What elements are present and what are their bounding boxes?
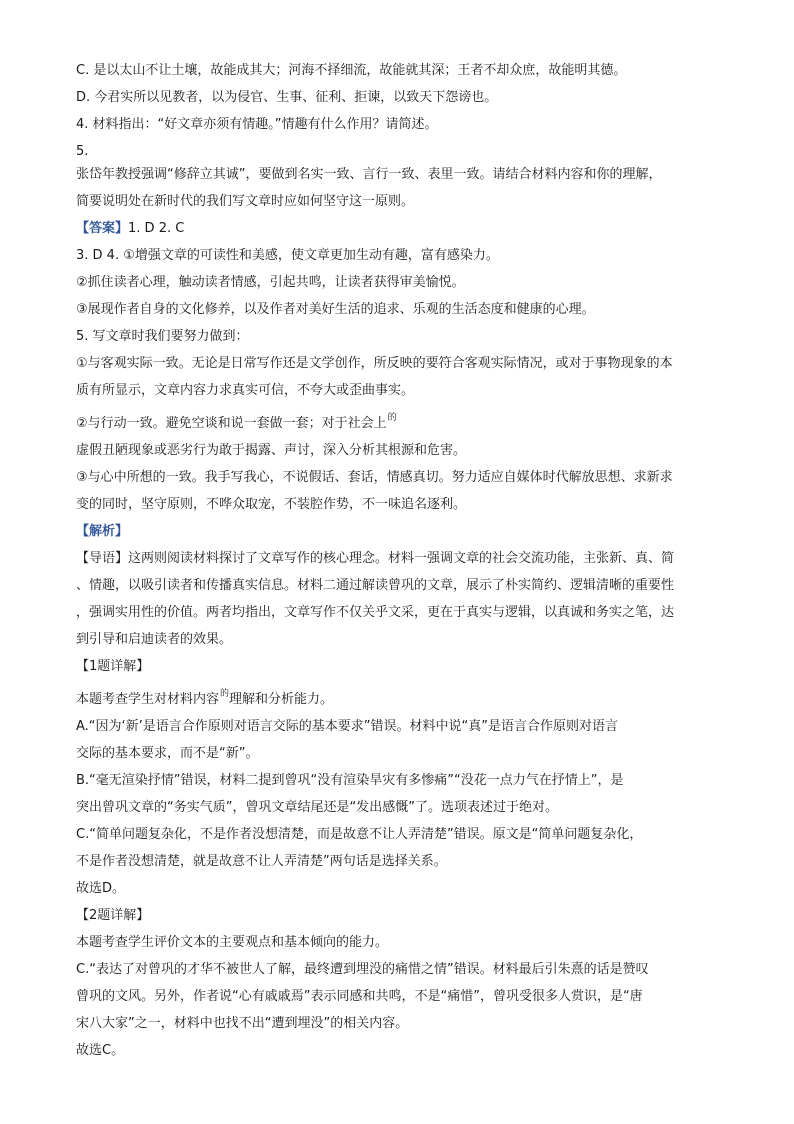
detail-1-line-1: [76, 685, 734, 709]
intro-line-2: 、情趣，以吸引读者和传播真实信息。材料二通过解读曾巩的文章，展示了朴实简约、逻辑清晰的重要性: [76, 578, 675, 593]
detail-2-heading: 【2题详解】: [76, 908, 150, 923]
answer-text: 1. D 2. C: [128, 221, 185, 236]
answer-line-10: ③与心中所想的一致。我手写我心，不说假话、套话，情感真切。努力适应自媒体时代解放思想、求新求: [76, 470, 673, 485]
detail-1-heading: 【1题详解】: [76, 659, 150, 674]
detail-2-line-1: 本题考查学生评价文本的主要观点和基本倾向的能力。: [76, 935, 389, 950]
question-5-line-1: 张岱年教授强调“修辞立其诚”，要做到名实一致、言行一致、表里一致。请结合材料内容和你的理解，: [76, 167, 662, 182]
option-d-line: D. 今君实所以见教者，以为侵官、生事、征利、拒谏，以致天下怨谤也。: [76, 90, 498, 105]
detail-2-line-4: 宋八大家”之一，材料中也找不出“遭到埋没”的相关内容。: [76, 1016, 409, 1031]
detail-1-line-1-a: 本题考查学生对材料内容: [76, 692, 220, 707]
answer-line-7: 质有所显示，文章内容力求真实可信，不夸大或歪曲事实。: [76, 383, 415, 398]
analysis-label: 【解析】: [76, 524, 129, 539]
answer-line-4: ③展现作者自身的文化修养，以及作者对美好生活的追求、乐观的生活态度和健康的心理。: [76, 302, 595, 317]
answer-line-8: [76, 409, 734, 433]
answer-line-2: 3. D 4. ①增强文章的可读性和美感，使文章更加生动有趣，富有感染力。: [76, 248, 499, 263]
answer-line-9: 虚假丑陋现象或恶劣行为敢于揭露、声讨，深入分析其根源和危害。: [76, 443, 467, 458]
detail-1-conclusion: 故选D。: [76, 881, 126, 896]
detail-1-line-2: A.“因为‘新’是语言合作原则对语言交际的基本要求”错误。材料中说“真”是语言合作原则对语言: [76, 719, 619, 734]
superscript-char: 的: [220, 689, 230, 699]
intro-line-3: ，强调实用性的价值。两者均指出，文章写作不仅关乎文采，更在于真实与逻辑，以真诚和务实之笔，达: [76, 605, 675, 620]
detail-1-line-3: 交际的基本要求，而不是“新”。: [76, 746, 259, 761]
detail-1-line-7: 不是作者没想清楚，就是故意不让人弄清楚”两句话是选择关系。: [76, 854, 447, 869]
superscript-char: 的: [387, 413, 397, 423]
answer-line-6: ①与客观实际一致。无论是日常写作还是文学创作，所反映的要符合客观实际情况，或对于事物现象的本: [76, 356, 673, 371]
question-5-line-2: 简要说明处在新时代的我们写文章时应如何坚守这一原则。: [76, 194, 415, 209]
intro-line-1: 【导语】这两则阅读材料探讨了文章写作的核心理念。材料一强调文章的社会交流功能，主张新、真、简: [76, 551, 675, 566]
answer-line-8-text: ②与行动一致。避免空谈和说一套做一套；对于社会上: [76, 416, 387, 431]
answer-label: 【答案】: [76, 221, 129, 236]
detail-2-line-2: C.“表达了对曾巩的才华不被世人了解，最终遭到埋没的痛惜之情”错误。材料最后引朱熹的话是赞叹: [76, 962, 649, 977]
detail-1-line-6: C.“简单问题复杂化，不是作者没想清楚，而是故意不让人弄清楚”错误。原文是“简单问题复杂化，: [76, 827, 643, 842]
detail-2-line-3: 曾巩的文风。另外，作者说“心有戚戚焉”表示同感和共鸣，不是“痛惜”，曾巩受很多人赏识，是“唐: [76, 989, 643, 1004]
answer-line: [76, 220, 734, 238]
answer-line-3: ②抓住读者心理，触动读者情感，引起共鸣，让读者获得审美愉悦。: [76, 275, 465, 290]
detail-1-line-5: 突出曾巩文章的“务实气质”，曾巩文章结尾还是“发出感慨”了。选项表述过于绝对。: [76, 800, 558, 815]
analysis-heading: [76, 523, 734, 541]
question-4: 4. 材料指出：“好文章亦须有情趣。”情趣有什么作用？请简述。: [76, 117, 438, 132]
detail-2-conclusion: 故选C。: [76, 1043, 125, 1058]
answer-line-5: 5. 写文章时我们要努力做到：: [76, 329, 249, 344]
detail-1-line-4: B.“毫无渲染抒情”错误，材料二提到曾巩“没有渲染旱灾有多惨痛”“没花一点力气在抒情上”，是: [76, 773, 624, 788]
question-5-number: 5.: [76, 144, 89, 159]
answer-line-11: 变的同时，坚守原则，不哗众取宠，不装腔作势，不一味追名逐利。: [76, 497, 467, 512]
intro-line-4: 到引导和启迪读者的效果。: [76, 632, 233, 647]
detail-1-line-1-b: 理解和分析能力。: [229, 692, 334, 707]
option-c-line: C. 是以太山不让土壤，故能成其大；河海不择细流，故能就其深；王者不却众庶，故能明其德。: [76, 63, 627, 78]
